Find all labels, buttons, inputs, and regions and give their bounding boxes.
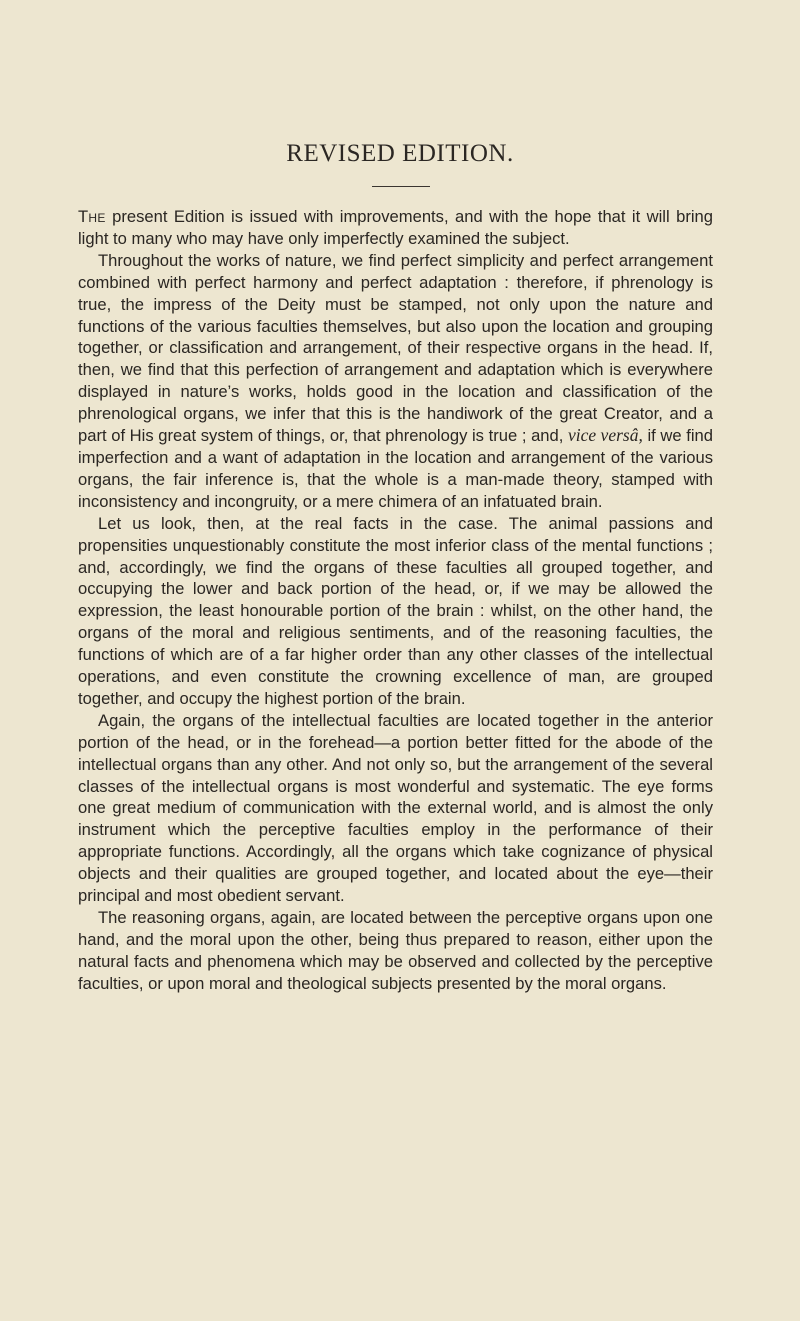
- heading-rule: [372, 186, 430, 187]
- paragraph-1: [78, 206, 713, 250]
- paragraph-3-text: Let us look, then, at the real facts in the case. The animal passions and propensities unquestionably constitute the most inferior class of the mental functions ; and, accordingly, we find the organs of these faculties all grouped together, and occupying the lower and back portion of the head, or, if we may be allowed the expression, the least honourable portion of the brain : whilst, on the other hand, the organs of the moral and religious sentiments, and of the reasoning faculties, the functions of which are of a far higher order than any other classes of the intellectual operations, and even constitute the crowning excellence of man, are grouped together, and occupy the highest portion of the brain.: [78, 513, 713, 708]
- paragraph-2-italic: vice versâ,: [568, 425, 643, 446]
- body-text: [78, 206, 713, 995]
- paragraph-2-text: Throughout the works of nature, we find perfect simplicity and perfect arrangement combined with perfect harmony and perfect adaptation : therefore, if phrenology is true, the impress of the Deity must be stamped, not only upon the nature and functions of the various faculties themselves, but also upon the location and grouping together, or classification and arrangement, of their respective organs in the head. If, then, we find that this perfection of arrangement and adaptation which is everywhere displayed in nature’s works, holds good in the location and classification of the phrenological organs, we infer that this is the handiwork of the great Creator, and a part of His great system of things, or, that phrenology is true ; and,: [78, 250, 713, 446]
- paragraph-1-lead: The: [78, 207, 106, 226]
- paragraph-2: [78, 250, 713, 513]
- paragraph-5-text: The reasoning organs, again, are located between the perceptive organs upon one hand, and the moral upon the other, being thus prepared to reason, either upon the natural facts and phenomena which may be observed and collected by the perceptive faculties, or upon moral and theological subjects presented by the moral organs.: [78, 908, 713, 993]
- paragraph-5: [78, 907, 713, 995]
- paragraph-4-text: Again, the organs of the intellectual faculties are located together in the anterior portion of the head, or in the forehead—a portion better fitted for the abode of the intellectual organs than any other. And not only so, but the arrangement of the several classes of the intellectual organs is most wonderful and systematic. The eye forms one great medium of communication with the external world, and is almost the only instrument which the perceptive faculties employ in the performance of their appropriate functions. Accordingly, all the organs which take cognizance of physical objects and their qualities are grouped together, and located about the eye—their principal and most obedient servant.: [78, 710, 713, 906]
- page-heading: REVISED EDITION.: [286, 140, 514, 167]
- paragraph-1-text: present Edition is issued with improvements, and with the hope that it will bring light to many who may have only imperfectly examined the subject.: [78, 207, 713, 248]
- paragraph-2-text-after: if we find imperfection and a want of adaptation in the location and arrangement of the various organs, the fair inference is, that the whole is a man-made theory, stamped with inconsistency and incongruity, or a mere chimera of an infatuated brain.: [78, 426, 713, 511]
- paragraph-4: [78, 710, 713, 907]
- paragraph-3: [78, 513, 713, 710]
